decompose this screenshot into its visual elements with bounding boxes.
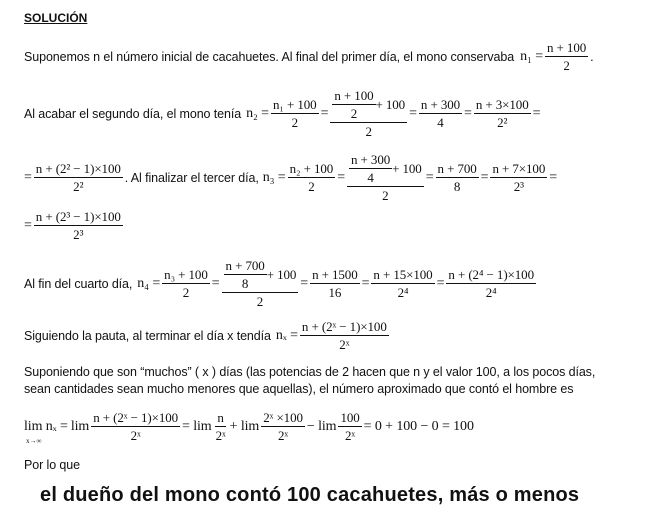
p2-text: Al acabar el segundo día, el mono tenía <box>24 106 242 121</box>
paragraph-9: Por lo que <box>24 458 80 472</box>
p6-fraction: $\frac{\text{n + (2ˣ − 1)×100}}{\text{2ˣ}}$ <box>301 319 387 352</box>
paragraph-4: = $\frac{\text{n + (2³ − 1)×100}}{\text{2³}}$ <box>24 209 121 242</box>
paragraph-1: Suponemos n el número inicial de cacahuetes. Al final del primer día, el mono conservaba n₁ = $\frac{n + 100}{2}$ . <box>24 40 594 73</box>
p5-fraction-4: $\frac{n + 15\times 100}{\text{2⁴}}$ <box>373 267 433 300</box>
final-conclusion: el dueño del mono contó 100 cacahuetes, más o menos <box>40 484 580 506</box>
p5-fraction-2: $\frac{n + 700}{8}$ + 100 2 <box>222 258 299 309</box>
paragraph-6: Siguiendo la pauta, al terminar el día x tendía nₓ = $\frac{\text{n + (2ˣ − 1)×100}}{\text{2ˣ}}$ <box>24 319 387 352</box>
p2-fraction-1: $\frac{\text{n₁ + 100}}{2}$ <box>272 97 317 130</box>
paragraph-2: Al acabar el segundo día, el mono tenía n₂ = $\frac{\text{n₁ + 100}}{2}$ = $\frac{n + 100}{2}$ + 100 2 = $\frac{n + 300}{4}$ = $\frac{n + 3\times 100}{\text{2²}}$ = <box>24 88 541 139</box>
p7-line-1: Suponiendo que son “muchos” ( x ) días (las potencias de 2 hacen que n y el valor 100, a los pocos días, <box>24 365 596 379</box>
p1-eq: n₁ = <box>520 48 543 64</box>
p6-text: Siguiendo la pauta, al terminar el día x tendía <box>24 328 271 343</box>
p5-text: Al fin del cuarto día, <box>24 276 133 291</box>
p2-fraction-4: $\frac{n + 3\times 100}{\text{2²}}$ <box>475 97 529 130</box>
p5-fraction-1: $\frac{\text{n₃ + 100}}{2}$ <box>164 267 208 300</box>
p3-fraction-4: $\frac{n + 700}{8}$ <box>437 161 477 194</box>
p3-fraction-3: $\frac{n + 300}{4}$ + 100 2 <box>347 152 424 203</box>
paragraph-3: = $\frac{\text{n + (2² − 1)×100}}{\text{2²}}$ . Al finalizar el tercer día, n₃ = $\frac{\text{n₂ + 100}}{2}$ = $\frac{n + 300}{4}$ + 100 2 = $\frac{n + 700}{8}$ = $\frac{n + 7\times 100}{\text{2³}}$ = <box>24 152 558 203</box>
p8-fraction-4: $\frac{100}{\text{2ˣ}}$ <box>340 410 360 443</box>
paragraph-8-limit: lim nₓ = lim $\frac{\text{n + (2ˣ − 1)×100}}{\text{2ˣ}}$ = lim $\frac{n}{\text{2ˣ}}$ + lim $\frac{\text{2ˣ ×100}}{\text{2ˣ}}$ − lim $\frac{100}{\text{2ˣ}}$ = 0 + 100 − 0 = 100 <box>24 410 474 443</box>
p8-fraction-1: $\frac{\text{n + (2ˣ − 1)×100}}{\text{2ˣ}}$ <box>93 410 179 443</box>
p8-fraction-2: $\frac{n}{\text{2ˣ}}$ <box>215 410 226 443</box>
p1-fraction: $\frac{n + 100}{2}$ <box>547 40 587 73</box>
p3-fraction-1: $\frac{\text{n + (2² − 1)×100}}{\text{2²}}$ <box>35 161 121 194</box>
p4-fraction: $\frac{\text{n + (2³ − 1)×100}}{\text{2³}}$ <box>35 209 121 242</box>
p5-fraction-5: $\frac{\text{n + (2⁴ − 1)×100}}{\text{2⁴}}$ <box>448 267 534 300</box>
p1-text: Suponemos n el número inicial de cacahuetes. Al final del primer día, el mono conservaba <box>24 49 515 64</box>
p2-fraction-2: $\frac{n + 100}{2}$ + 100 2 <box>330 88 407 139</box>
p2-fraction-3: $\frac{n + 300}{4}$ <box>420 97 461 130</box>
p3-fraction-2: $\frac{\text{n₂ + 100}}{2}$ <box>289 161 334 194</box>
p3-fraction-5: $\frac{n + 7\times 100}{\text{2³}}$ <box>492 161 546 194</box>
p8-limit-subscript: x→∞ <box>26 437 42 445</box>
p8-fraction-3: $\frac{\text{2ˣ ×100}}{\text{2ˣ}}$ <box>263 410 303 443</box>
p3-text: . Al finalizar el tercer día, <box>124 170 259 185</box>
paragraph-5: Al fin del cuarto día, n₄ = $\frac{\text{n₃ + 100}}{2}$ = $\frac{n + 700}{8}$ + 100 2 = $\frac{n + 1500}{16}$ = $\frac{n + 15\times 100}{\text{2⁴}}$ = $\frac{\text{n + (2⁴ − 1)×100}}{\text{2⁴}}$ <box>24 258 534 309</box>
solution-heading: SOLUCIÓN <box>24 11 88 25</box>
paragraph-7 <box>24 364 595 398</box>
p7-line-2: sean cantidades sean mucho menores que aquellas), el número aproximado que contó el hombre es <box>24 382 574 396</box>
p5-fraction-3: $\frac{n + 1500}{16}$ <box>312 267 358 300</box>
